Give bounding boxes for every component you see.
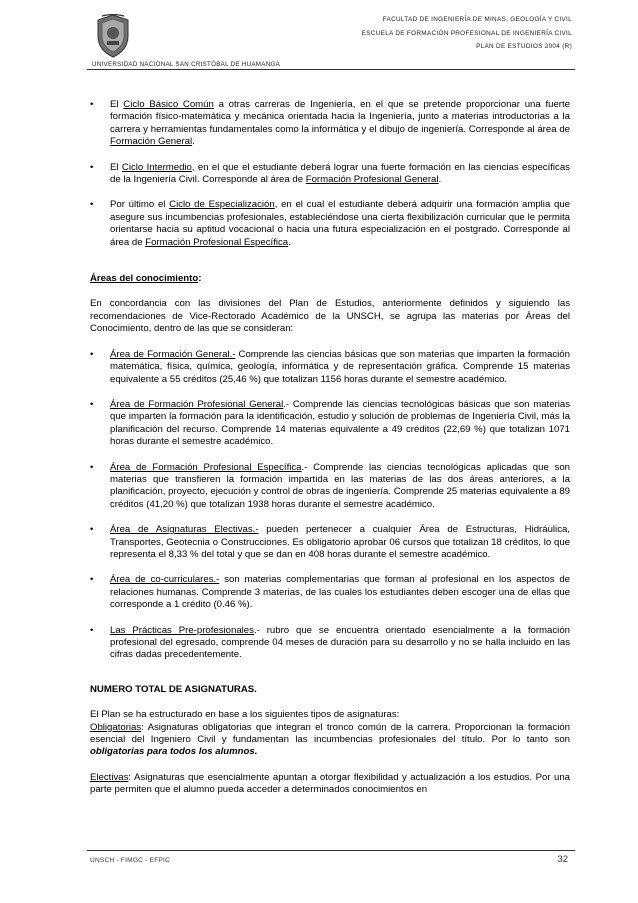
bullet-icon: • xyxy=(90,199,94,211)
list-item: • Área de Formación General.- Comprende las ciencias básicas que son materias que imparten la formación matemática, física, química, geología, informática y de representación gráfica. Comprende 15 materias equivalente a 55 créditos (25,46 %) que totalizan 1156 horas durante el semestre académico. xyxy=(90,348,570,385)
bullet-icon: • xyxy=(90,574,94,586)
page-content xyxy=(90,99,570,810)
obligatorias-paragraph: Obligatorias: Asignaturas obligatorias que integran el tronco común de la carrera. Proporcionan la formación esencial del Ingeniero Civil y fundamentan las incumbencias profesionales del título. Por lo tanto son obligatorias para todos los alumnos. xyxy=(90,721,570,758)
bullet-icon: • xyxy=(90,161,94,173)
list-item: • Por último el Ciclo de Especialización, en el cual el estudiante deberá adquirir una formación amplia que asegure sus incumbencias profesionales, estableciéndose una cierta flexibilización curricular que le permita orientarse hacia su aptitud vocacional o hacia una futura especialización en el postgrado. Corresponde al área de Formación Profesional Específica. xyxy=(90,199,571,248)
list-item: • El Ciclo Básico Común a otras carreras de Ingeniería, en el que se pretende proporcionar una fuerte formación físico-matemática y mecánica orientada hacia la Ingeniería, junto a materias introductorias a la carrera y herramientas fundamentales como la informática y el dibujo de ingeniería. Corresponde al área de Formación General. xyxy=(90,99,570,148)
areas-list xyxy=(90,349,570,662)
list-item: • Área de Formación Profesional Específica.- Comprende las ciencias tecnológicas aplicadas que son materias que transfieren la formación impartida en las materias de las dos áreas anteriores, a la planificación, proyecto, ejecución y control de obras de ingeniería. Comprende 25 materias equivalente a 89 créditos (41,20 %) que totalizan 1938 horas durante el semestre académico. xyxy=(90,461,571,510)
list-item: • Área de co-curriculares.- son materias complementarias que forman al profesional en los aspectos de relaciones humanas. Comprende 3 materias, de las cuales los estudiantes deben escoger una de ellas que corresponde a 1 crédito (0.46 %). xyxy=(90,574,570,611)
header-institution xyxy=(272,15,572,56)
area-term: Formación Profesional General xyxy=(305,174,439,186)
list-item: • Área de Formación Profesional General.- Comprende las ciencias tecnológicas básicas que son materias que imparten la formación para la identificación, estudio y solución de problemas de Ingeniería Civil, más la planificación del recurso. Comprende 14 materias equivalente a 49 créditos (22,69 %) que totalizan 1071 horas durante el semestre académico. xyxy=(90,398,571,448)
cycle-term: Ciclo de Especialización xyxy=(169,199,275,211)
header-plan: PLAN DE ESTUDIOS 2004 (R) xyxy=(476,43,572,51)
list-item: • Área de Asignaturas Electivas.- pueden pertenecer a cualquier Área de Estructuras, Hidráulica, Transportes, Geotecnia o Construcciones. Es obligatorio aprobar 06 cursos que totalizan 18 créditos, lo que representa el 8,33 % del total y que se dan en 408 horas durante el semestre académico. xyxy=(90,524,570,560)
university-seal-icon xyxy=(96,14,130,58)
footer-divider xyxy=(87,850,575,851)
bullet-icon: • xyxy=(90,398,94,410)
total-heading: NUMERO TOTAL DE ASIGNATURAS. xyxy=(90,683,257,695)
areas-heading: Áreas del conocimiento: xyxy=(90,273,202,285)
cycle-term: Ciclo Básico Común xyxy=(123,99,214,110)
list-item: • Las Prácticas Pre-profesionales.- rubro que se encuentra orientado esencialmente a la formación profesional del egresado, comprende 04 meses de duración para su desarrollo y no se halla incluido en las cifras dadas precedentemente. xyxy=(90,624,570,661)
header-faculty: FACULTAD DE INGENIERÍA DE MINAS, GEOLOGÍA Y CIVIL xyxy=(382,16,572,23)
area-name: Área de Formación General.- xyxy=(110,348,236,360)
area-name: Las Prácticas Pre-profesionales xyxy=(110,624,254,636)
cycles-list xyxy=(90,99,570,249)
area-name: Área de Formación Profesional General xyxy=(110,398,284,410)
area-name: Área de co-curriculares.- xyxy=(110,574,220,586)
bullet-icon: • xyxy=(90,348,94,360)
page-number: 32 xyxy=(557,854,568,865)
electivas-paragraph: Electivas: Asignaturas que esencialmente apuntan a otorgar flexibilidad y actualización a los estudios. Por una parte permiten que el alumno pueda acceder a determinados conocimientos en xyxy=(90,771,570,796)
area-name: Área de Formación Profesional Específica xyxy=(110,461,302,473)
header-university: UNIVERSIDAD NACIONAL SAN CRISTÓBAL DE HUAMANGA xyxy=(92,61,280,68)
cycle-term: Ciclo Intermedio xyxy=(121,161,192,173)
area-term: Formación Profesional Específica xyxy=(145,236,289,248)
bullet-icon: • xyxy=(90,524,94,536)
electivas-term: Electivas xyxy=(90,771,129,783)
areas-intro: En concordancia con las divisiones del Plan de Estudios, anteriormente definidos y siguiendo las recomendaciones de Vice-Rectorado Académico de la UNSCH, se agrupa las materias por Áreas del Conocimiento, dentro de las que se consideran: xyxy=(90,298,570,335)
header-school: ESCUELA DE FORMACIÓN PROFESIONAL DE INGENIERÍA CIVIL xyxy=(361,29,572,37)
area-name: Área de Asignaturas Electivas.- xyxy=(110,524,259,536)
header-divider xyxy=(87,69,575,70)
bullet-icon: • xyxy=(90,624,94,636)
area-term: Formación General xyxy=(110,136,193,148)
list-item: • El Ciclo Intermedio, en el que el estudiante deberá lograr una fuerte formación en las ciencias específicas de la Ingeniería Civil. Corresponde al área de Formación Profesional General. xyxy=(90,161,570,186)
footer-institution: UNSCH - FIMGC - EFPIC xyxy=(90,857,171,864)
total-intro: El Plan se ha estructurado en base a los siguientes tipos de asignaturas: xyxy=(90,709,400,721)
bullet-icon: • xyxy=(90,461,94,473)
bullet-icon: • xyxy=(90,99,94,110)
obligatorias-emphasis: obligatorias para todos los alumnos. xyxy=(90,746,258,758)
obligatorias-term: Obligatorias xyxy=(90,721,142,733)
